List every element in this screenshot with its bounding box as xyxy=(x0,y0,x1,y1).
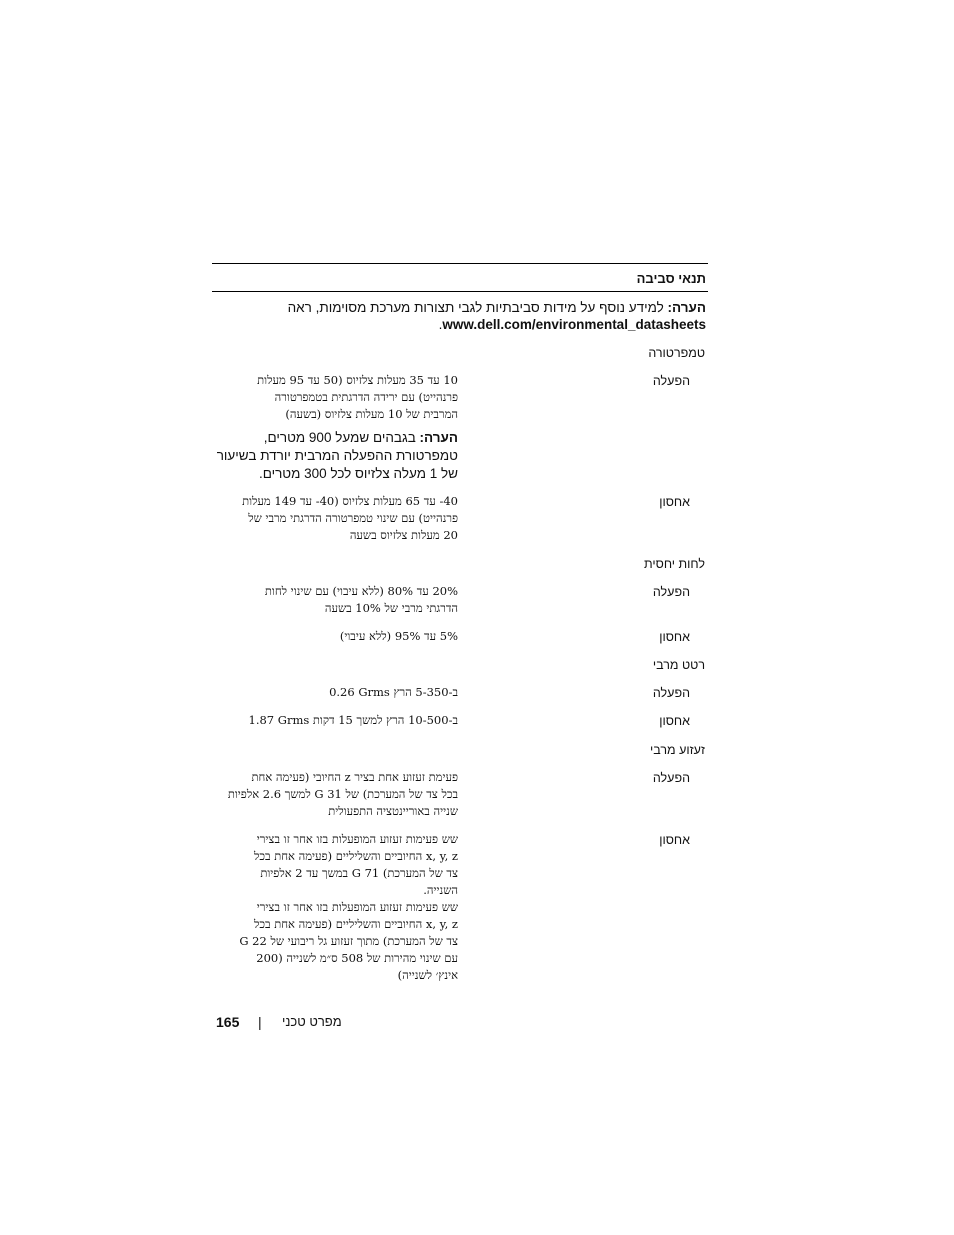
temperature-storage-value xyxy=(198,493,458,544)
value-line: הדרגתי מרבי של 10% בשעה xyxy=(324,601,458,615)
section-title: תנאי סביבה xyxy=(636,271,706,286)
note-label: הערה: xyxy=(667,300,706,315)
value-line: פרנהייט) עם ירידה הדרגתית בטמפרטורה xyxy=(274,390,458,404)
value-line: טמפרטורת ההפעלה המרבית יורדת בשיעור xyxy=(216,448,458,463)
altitude-note-label: הערה: xyxy=(419,430,458,445)
shock-storage-label: אחסון xyxy=(659,833,690,847)
footer-separator: | xyxy=(258,1014,262,1030)
value-line: אינץ׳ לשנייה) xyxy=(397,968,458,982)
value-line: בגבהים שמעל 900 מטרים, xyxy=(263,430,420,445)
shock-storage-value xyxy=(198,831,458,984)
humidity-storage-label: אחסון xyxy=(659,630,690,644)
page-number: 165 xyxy=(216,1014,240,1030)
value-line: 40- עד 65 מעלות צלזיוס (40- עד 149 מעלות xyxy=(242,494,458,508)
value-line: השנייה. xyxy=(423,883,458,897)
value-line: 10 עד 35 מעלות צלזיוס (50 עד 95 מעלות xyxy=(257,373,458,387)
value-line: x, y, z החיוביים והשליליים (פעימה אחת בכל xyxy=(254,849,458,863)
vibration-storage-value: 1.87 Grms ב-10-500 הרץ למשך 15 דקות xyxy=(248,713,458,727)
value-line: של 1 מעלה צלזיוס לכל 300 מטרים. xyxy=(258,466,458,481)
temperature-heading: טמפרטורה xyxy=(648,346,705,360)
temperature-storage-label: אחסון xyxy=(659,495,690,509)
value-line: 5% עד 95% (ללא עיבוי) xyxy=(339,629,458,643)
humidity-operating-label: הפעלה xyxy=(652,585,690,599)
shock-operating-value xyxy=(198,769,458,820)
value-line: x, y, z החיוביים והשליליים (פעימה אחת בכל xyxy=(254,917,458,931)
vibration-operating-label: הפעלה xyxy=(652,686,690,700)
value-line: עם שינוי מהירות של 508 ס״מ לשנייה (200 xyxy=(256,951,458,965)
datasheet-url: www.dell.com/environmental_datasheets xyxy=(442,317,706,332)
environment-note xyxy=(206,299,706,333)
value-line: בכל צד של המערכת) של G 31 למשך 2.6 אלפיות xyxy=(227,787,458,801)
humidity-storage-value xyxy=(198,628,458,645)
note-end: . xyxy=(438,317,443,332)
value-line: צד של המערכת) G 71 במשך עד 2 אלפיות xyxy=(260,866,458,880)
altitude-note xyxy=(198,429,458,483)
value-line: צד של המערכת) מתוך זעזוע גל ריבועי של G 22 xyxy=(239,934,458,948)
vibration-storage-label: אחסון xyxy=(659,714,690,728)
value-line: 20 מעלות צלזיוס בשעה xyxy=(349,528,458,542)
value-line: המרבית של 10 מעלות צלזיוס (בשעה) xyxy=(285,407,458,421)
top-rule xyxy=(212,263,708,264)
value-line: שש פעימות זעזוע המופעלות בזו אחר זו בצירי xyxy=(256,900,458,914)
shock-heading: זעזוע מרבי xyxy=(650,743,705,757)
value-line: פרנהייט) עם שינוי טמפרטורה הדרגתי מרבי של xyxy=(248,511,458,525)
value-line: פעימת זעזוע אחת בציר z החיובי (פעימה אחת xyxy=(251,770,458,784)
footer-title: מפרט טכני xyxy=(282,1014,342,1029)
shock-operating-label: הפעלה xyxy=(652,771,690,785)
vibration-operating-value: 0.26 Grms ב-5-350 הרץ xyxy=(329,685,458,699)
value-line: שנייה באוריינטציה התפעולית xyxy=(328,804,458,818)
temperature-operating-label: הפעלה xyxy=(652,374,690,388)
title-rule xyxy=(212,291,708,292)
value-line: 20% עד 80% (ללא עיבוי) עם שינוי לחות xyxy=(264,584,458,598)
vibration-heading: רטט מרבי xyxy=(652,658,705,672)
value-line: שש פעימות זעזוע המופעלות בזו אחר זו בצירי xyxy=(256,832,458,846)
humidity-operating-value xyxy=(198,583,458,617)
note-text: למידע נוסף על מידות סביבתיות לגבי תצורות מערכת מסוימות, ראה xyxy=(287,300,668,315)
temperature-operating-value xyxy=(198,372,458,423)
humidity-heading: לחות יחסית xyxy=(643,557,705,571)
